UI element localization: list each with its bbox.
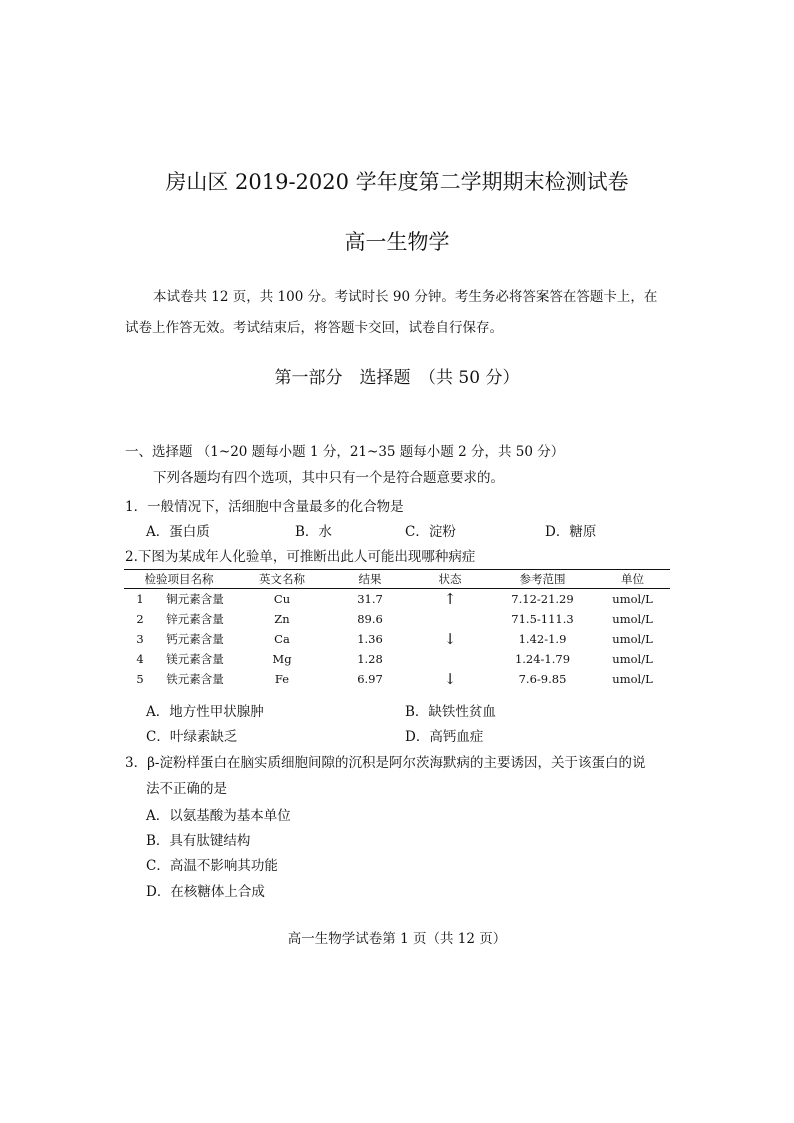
intro-line-2: 试卷上作答无效。考试结束后，将答题卡交回，试卷自行保存。 — [125, 320, 503, 336]
question-3-stem-line-2: 法不正确的是 — [146, 781, 227, 797]
result-value: 6.97 — [357, 672, 383, 686]
header-reference-range: 参考范围 — [490, 570, 595, 589]
part-title: 第一部分 选择题 （共 50 分） — [274, 368, 520, 388]
unit: umol/L — [612, 612, 653, 626]
english-name: Zn — [274, 612, 290, 626]
result-value: 31.7 — [357, 592, 383, 606]
result-value: 1.36 — [357, 632, 383, 646]
reference-range: 71.5-111.3 — [511, 612, 574, 626]
header-status: 状态 — [410, 570, 490, 589]
question-1-option-d: D．糖原 — [545, 524, 597, 540]
question-1-stem: 1．一般情况下，活细胞中含量最多的化合物是 — [125, 499, 404, 515]
intro-line-1: 本试卷共 12 页，共 100 分。考试时长 90 分钟。考生务必将答案答在答题卡上，在 — [153, 289, 658, 305]
table-header-row — [124, 570, 670, 589]
question-3-option-d: D．在核糖体上合成 — [146, 884, 265, 900]
reference-range: 1.24-1.79 — [514, 652, 571, 666]
header-result: 结果 — [330, 570, 410, 589]
section-instruction: 下列各题均有四个选项，其中只有一个是符合题意要求的。 — [153, 470, 504, 486]
row-number: 2 — [136, 612, 144, 626]
header-unit: 单位 — [595, 570, 670, 589]
exam-title: 房山区 2019-2020 学年度第二学期期末检测试卷 — [165, 170, 629, 194]
table-row — [124, 629, 670, 649]
english-name: Cu — [273, 592, 291, 606]
row-number: 4 — [136, 652, 144, 666]
status-up-arrow-icon: ↑ — [443, 589, 457, 608]
item-name: 镁元素含量 — [166, 652, 224, 666]
question-2-option-b: B．缺铁性贫血 — [405, 704, 496, 720]
status-cell — [410, 609, 490, 629]
english-name: Ca — [274, 632, 290, 646]
question-3-option-c: C．高温不影响其功能 — [146, 858, 278, 874]
status-cell — [410, 649, 490, 669]
question-1-option-b: B．水 — [295, 524, 332, 540]
reference-range: 1.42-1.9 — [518, 632, 567, 646]
item-name: 铜元素含量 — [166, 592, 224, 606]
item-name: 钙元素含量 — [166, 632, 224, 646]
question-2-option-a: A．地方性甲状腺肿 — [146, 704, 264, 720]
row-number: 3 — [136, 632, 144, 646]
table-row — [124, 669, 670, 689]
unit: umol/L — [612, 652, 653, 666]
status-down-arrow-icon: ↓ — [443, 669, 457, 688]
table-row — [124, 609, 670, 629]
question-2-stem: 2.下图为某成年人化验单，可推断出此人可能出现哪种病症 — [125, 549, 476, 565]
header-english-name: 英文名称 — [234, 570, 330, 589]
question-2-option-d: D．高钙血症 — [405, 729, 484, 745]
result-value: 89.6 — [357, 612, 383, 626]
question-3-option-a: A．以氨基酸为基本单位 — [146, 808, 291, 824]
table-row — [124, 649, 670, 669]
item-name: 铁元素含量 — [166, 672, 224, 686]
row-number: 1 — [136, 592, 144, 606]
english-name: Mg — [272, 652, 292, 666]
page-footer: 高一生物学试卷第 1 页（共 12 页） — [287, 931, 507, 947]
unit: umol/L — [612, 672, 653, 686]
lab-results-table — [124, 569, 670, 689]
question-3-stem-line-1: 3．β-淀粉样蛋白在脑实质细胞间隙的沉积是阿尔茨海默病的主要诱因，关于该蛋白的说 — [125, 755, 646, 771]
header-item-name: 检验项目名称 — [124, 570, 234, 589]
unit: umol/L — [612, 592, 653, 606]
reference-range: 7.12-21.29 — [511, 592, 574, 606]
row-number: 5 — [136, 672, 144, 686]
section-heading: 一、选择题 （1~20 题每小题 1 分，21~35 题每小题 2 分，共 50 分） — [125, 444, 565, 460]
unit: umol/L — [612, 632, 653, 646]
english-name: Fe — [274, 672, 290, 686]
question-1-option-a: A．蛋白质 — [146, 524, 210, 540]
question-3-option-b: B．具有肽键结构 — [146, 833, 251, 849]
reference-range: 7.6-9.85 — [518, 672, 567, 686]
status-down-arrow-icon: ↓ — [443, 629, 457, 648]
subject-title: 高一生物学 — [344, 230, 450, 254]
table-row — [124, 589, 670, 610]
result-value: 1.28 — [357, 652, 383, 666]
question-2-option-c: C．叶绿素缺乏 — [146, 729, 238, 745]
item-name: 锌元素含量 — [166, 612, 224, 626]
question-1-option-c: C．淀粉 — [405, 524, 456, 540]
